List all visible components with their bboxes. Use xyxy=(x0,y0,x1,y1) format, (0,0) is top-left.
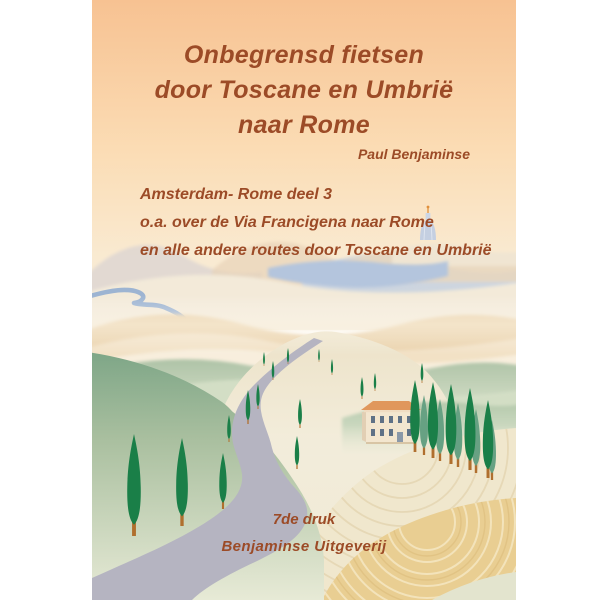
subtitle xyxy=(140,181,492,265)
subtitle-line-2: o.a. over de Via Francigena naar Rome xyxy=(140,214,434,231)
title-line-1: Onbegrensd fietsen xyxy=(183,41,425,69)
author-name: Paul Benjaminse xyxy=(357,146,470,162)
publisher-name: Benjaminse Uitgeverij xyxy=(221,538,387,555)
title-line-2: door Toscane en Umbrië xyxy=(154,76,454,104)
subtitle-line-1: Amsterdam- Rome deel 3 xyxy=(140,186,333,203)
subtitle-line-3: en alle andere routes door Toscane en Umbrië xyxy=(140,242,492,259)
title-line-3: naar Rome xyxy=(238,111,370,139)
edition-label: 7de druk xyxy=(272,511,336,528)
book-cover xyxy=(92,0,516,600)
book-title xyxy=(92,38,516,143)
